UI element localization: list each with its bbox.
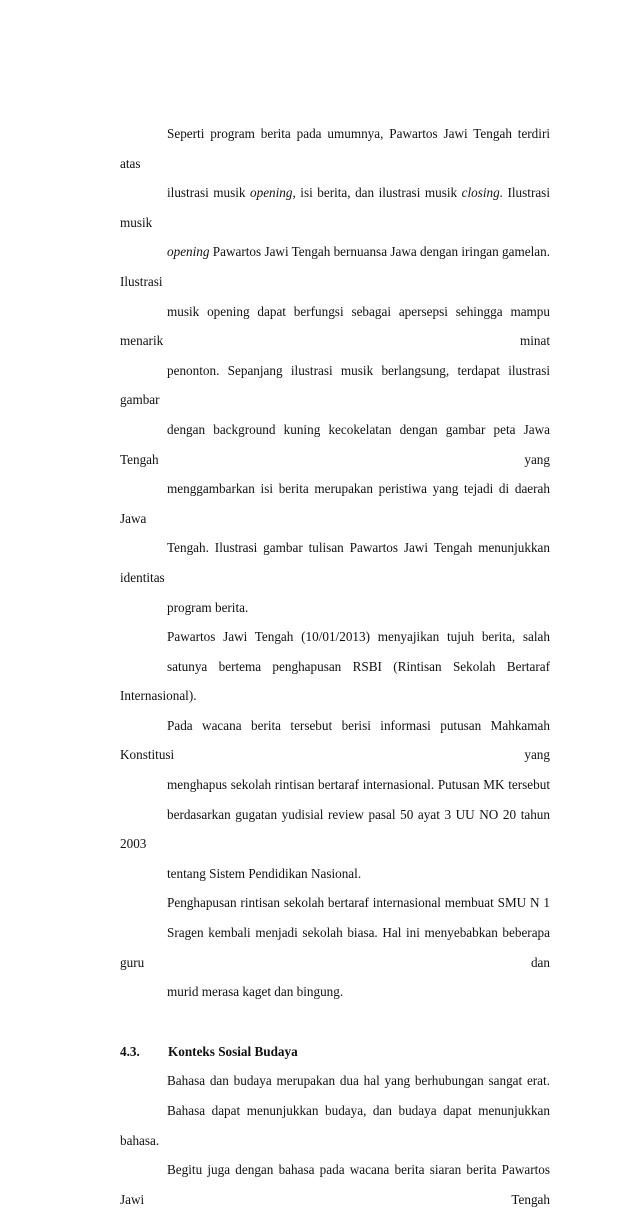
text-run: Bahasa dapat menunjukkan budaya, dan budaya dapat menunjukkan bahasa.	[120, 1103, 550, 1148]
text-run: Pawartos Jawi Tengah bernuansa Jawa dengan iringan gamelan. Ilustrasi	[120, 244, 550, 289]
text-run: tentang Sistem Pendidikan Nasional.	[167, 865, 362, 881]
text-line	[120, 1096, 550, 1155]
text-line	[120, 918, 550, 977]
body-text-after-heading	[120, 1066, 550, 1214]
paragraph	[120, 888, 550, 1006]
text-line	[120, 593, 550, 623]
text-line	[120, 859, 550, 889]
section-number: 4.3.	[120, 1043, 140, 1059]
text-run: berdasarkan gugatan yudisial review pasal 50 ayat 3 UU NO 20 tahun 2003	[120, 806, 550, 852]
text-line	[120, 622, 550, 652]
text-line	[120, 178, 550, 237]
text-line	[120, 977, 550, 1007]
text-line	[120, 888, 550, 918]
text-run: dengan background kuning kecokelatan dengan gambar peta Jawa Tengah yang	[120, 421, 550, 467]
text-line	[120, 533, 550, 592]
text-line	[120, 800, 550, 859]
text-line	[120, 297, 550, 356]
body-text-before-heading	[120, 119, 550, 1007]
text-line	[120, 119, 550, 178]
text-run: Begitu juga dengan bahasa pada wacana berita siaran berita Pawartos Jawi Tengah	[120, 1162, 550, 1207]
text-run: Seperti program berita pada umumnya, Pawartos Jawi Tengah terdiri atas	[120, 126, 550, 171]
text-run: murid merasa kaget dan bingung.	[167, 984, 344, 1000]
text-line	[120, 1066, 550, 1096]
text-run: menghapus sekolah rintisan bertaraf internasional. Putusan MK tersebut	[167, 777, 550, 793]
paragraph	[120, 622, 550, 888]
text-line	[120, 770, 550, 800]
text-run: menggambarkan isi berita merupakan peristiwa yang tejadi di daerah Jawa	[120, 481, 550, 526]
text-run: Sragen kembali menjadi sekolah biasa. Hal ini menyebabkan beberapa guru dan	[120, 925, 550, 970]
italic-term: opening	[167, 244, 210, 260]
paragraph	[120, 119, 550, 622]
text-run: program berita.	[167, 599, 249, 615]
text-line	[120, 711, 550, 770]
text-line	[120, 652, 550, 711]
paragraph	[120, 1066, 550, 1214]
section-heading	[120, 1037, 550, 1067]
text-run: Bahasa dan budaya merupakan dua hal yang berhubungan sangat erat.	[167, 1073, 550, 1089]
text-run: ilustrasi musik	[167, 185, 250, 201]
text-line	[120, 356, 550, 415]
text-run: musik opening dapat berfungsi sebagai apersepsi sehingga mampu menarik minat	[120, 303, 550, 349]
section-title: Konteks Sosial Budaya	[168, 1043, 298, 1059]
italic-term: closing.	[461, 185, 503, 201]
text-line	[120, 1155, 550, 1214]
text-run: , isi berita, dan ilustrasi musik	[292, 185, 462, 201]
text-run: penonton. Sepanjang ilustrasi musik berlangsung, terdapat ilustrasi gambar	[120, 362, 550, 408]
text-run: Tengah. Ilustrasi gambar tulisan Pawartos Jawi Tengah menunjukkan identitas	[120, 540, 550, 585]
text-run: satunya bertema penghapusan RSBI (Rintisan Sekolah Bertaraf Internasional).	[120, 658, 550, 704]
text-line	[120, 415, 550, 474]
text-run: Ilustrasi musik	[120, 185, 550, 230]
italic-term: opening	[250, 185, 293, 201]
text-line	[120, 474, 550, 533]
text-run: Pawartos Jawi Tengah (10/01/2013) menyajikan tujuh berita, salah	[167, 629, 550, 645]
text-run: Pada wacana berita tersebut berisi informasi putusan Mahkamah Konstitusi yang	[120, 717, 550, 763]
text-run: Penghapusan rintisan sekolah bertaraf internasional membuat SMU N 1	[167, 895, 550, 911]
text-line	[120, 237, 550, 296]
